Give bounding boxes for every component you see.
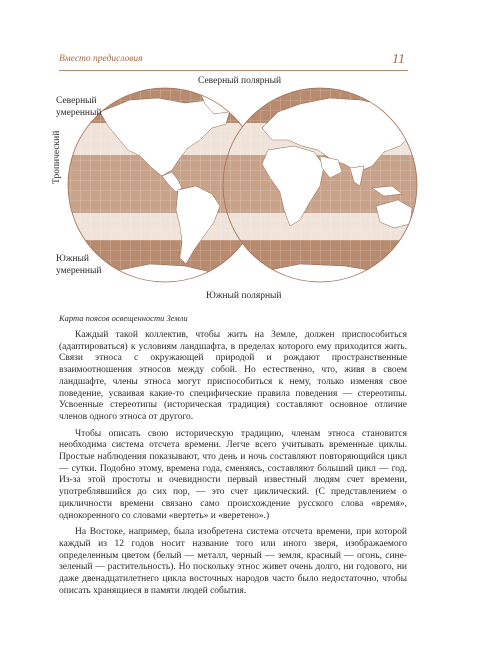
- map-caption: Карта поясов освещенности Земли: [59, 313, 188, 323]
- label-south-temperate: Южный умеренный: [56, 254, 102, 276]
- body-text: [59, 330, 407, 602]
- running-head: Вместо предисловия: [59, 54, 143, 64]
- paragraph: Чтобы описать свою историческую традицию, членам этноса становится необходима система отсчета времени. Легче всего учитывать временные циклы. Простые наблюдения показывают, что день и ночь составляют повторяющийся цикл — сутки. Подобно этому, времена года, сменяясь, составляют больший цикл — год. Из-за этой простоты и очевидности первый известный людям счет времени, употреблявшийся до сих пор, — это счет циклический. (С представлением о цикличности времени связано само происхождение русского слова «время», однокоренного со словами «вертеть» и «веретено».): [59, 428, 407, 521]
- paragraph: Каждый такой коллектив, чтобы жить на Земле, должен приспособиться (адаптироваться) к условиям ландшафта, в пределах которого ему приходится жить. Связи этноса с окружающей природой и рождают пространственные взаимоотношения этносов между собой. Но естественно, что, живя в своем ландшафте, члены этноса могут приспособиться к нему, только изменяя свое поведение, усваивая какие-то специфические правила поведения — стереотипы. Усвоенные стереотипы (историческая традиция) составляют основное отличие членов одного этноса от другого.: [59, 330, 407, 422]
- label-south-polar: Южный полярный: [206, 291, 282, 301]
- page-number: 11: [392, 52, 405, 67]
- label-tropical: Тропический: [52, 130, 62, 184]
- label-north-polar: Северный полярный: [198, 76, 282, 86]
- label-north-temperate: Северный умеренный: [56, 96, 102, 118]
- eastern-hemisphere: [215, 80, 425, 290]
- paragraph: На Востоке, например, была изобретена система отсчета времени, при которой каждый из 12 годов носит название того или иного зверя, изображаемого определенным цветом (белый — металл, черный — земля, красный — огонь, сине-зеленый — растительность). Но поскольку этнос живет очень долго, ни годового, ни даже двенадцатилетнего цикла восточных народов часто было недостаточно, чтобы описать хранящиеся в памяти людей события.: [59, 527, 407, 596]
